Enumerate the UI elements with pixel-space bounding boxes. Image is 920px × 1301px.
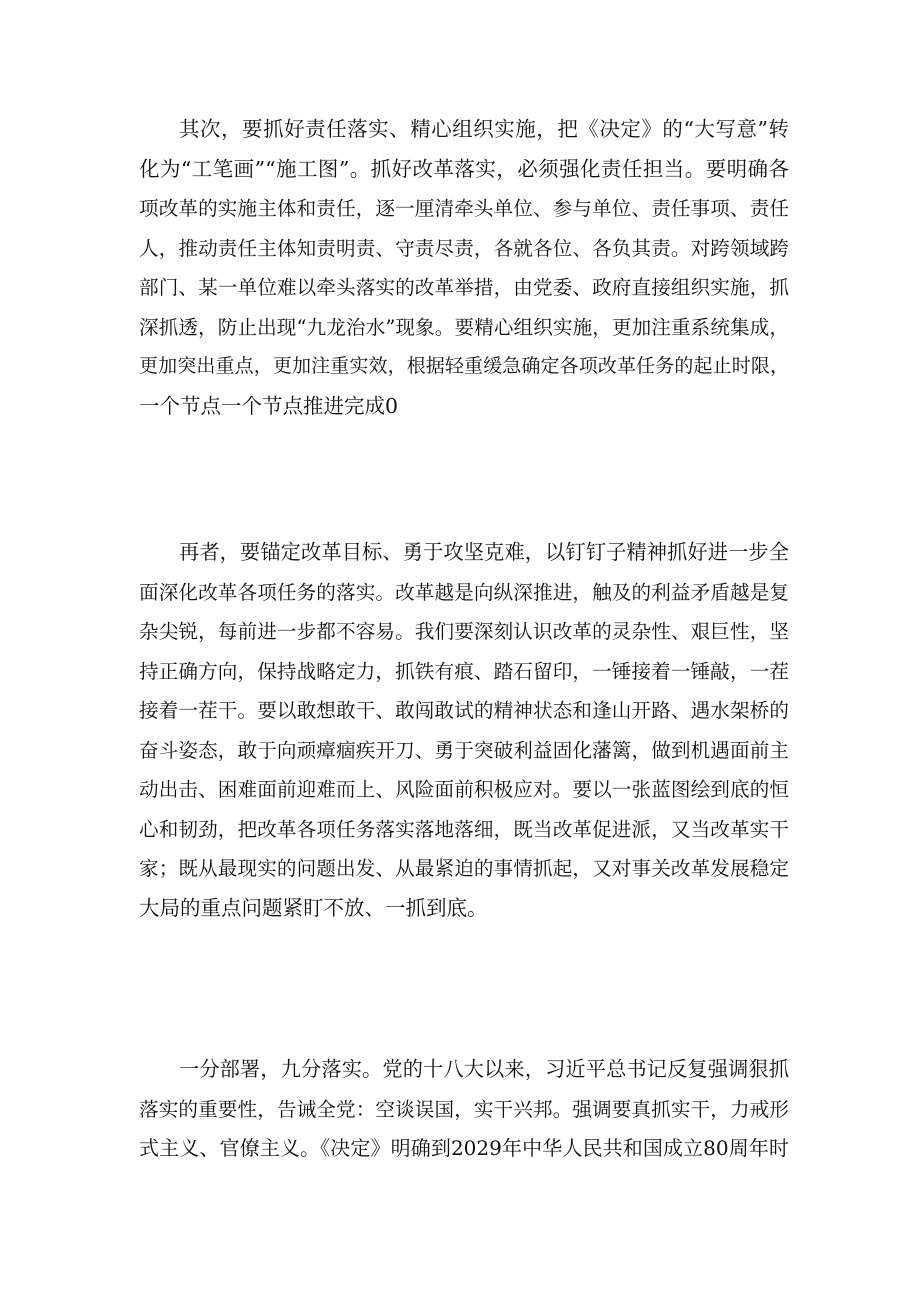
paragraph-line: 其次，要抓好责任落实、精心组织实施，把《决定》的“大写意”转 [179, 117, 789, 141]
paragraph-line: 化为“工笔画”“施工图”。抓好改革落实，必须强化责任担当。要明确各 [139, 156, 789, 181]
paragraph-line: 部门、某一单位难以牵头落实的改革举措，由党委、政府直接组织实施，抓 [139, 276, 789, 299]
paragraph-1 [139, 110, 789, 426]
paragraph-line: 落实的重要性，告诫全党：空谈误国，实干兴邦。强调要真抓实干，力戒形 [139, 1097, 789, 1121]
paragraph-line: 接着一茬干。要以敢想敢干、敢闯敢试的精神状态和逢山开路、遇水架桥的 [139, 699, 789, 722]
paragraph-line: 一个节点一个节点推进完成0 [139, 393, 399, 418]
paragraph-line: 杂尖锐，每前进一步都不容易。我们要深刻认识改革的灵杂性、艰巨性，坚 [139, 620, 789, 643]
paragraph-line: 家；既从最现实的问题出发、从最紧迫的事情抓起，又对事关改革发展稳定 [139, 857, 789, 880]
paragraph-line: 人，推动责任主体知责明责、守责尽责，各就各位、各负其责。对跨领域跨 [139, 236, 789, 260]
paragraph-line: 奋斗姿态，敢于向顽瘴痼疾开刀、勇于突破利益固化藩篱，做到机遇面前主 [139, 738, 789, 762]
paragraph-line: 面深化改革各项任务的落实。改革越是向纵深推进，触及的利益矛盾越是复 [139, 580, 789, 604]
paragraph-line: 一分部署，九分落实。党的十八大以来，习近平总书记反复强调狠抓 [179, 1057, 789, 1081]
paragraph-line: 心和韧劲，把改革各项任务落实落地落细，既当改革促进派，又当改革实干 [139, 817, 789, 841]
paragraph-line: 持正确方向，保持战略定力，抓铁有痕、踏石留印，一锤接着一锤敲，一茬 [139, 659, 789, 683]
paragraph-line: 动出击、困难面前迎难而上、风险面前积极应对。要以一张蓝图绘到底的恒 [139, 778, 789, 801]
paragraph-3 [139, 1050, 789, 1169]
paragraph-line: 更加突出重点，更加注重实效，根据轻重缓急确定各项改革任务的起止时限， [139, 355, 789, 377]
paragraph-line: 式主义、官僚主义。《决定》明确到2029年中华人民共和国成立80周年时 [139, 1136, 789, 1160]
paragraph-2 [139, 533, 789, 928]
paragraph-line: 深抓透，防止出现“九龙治水”现象。要精心组织实施，更加注重系统集成， [139, 315, 789, 339]
paragraph-line: 再者，要锚定改革目标、勇于攻坚克难，以钉钉子精神抓好进一步全 [179, 540, 789, 564]
paragraph-line: 大局的重点问题紧盯不放、一抓到底。 [139, 895, 488, 920]
paragraph-line: 项改革的实施主体和责任，逐一厘清牵头单位、参与单位、责任事项、责任 [139, 197, 789, 220]
